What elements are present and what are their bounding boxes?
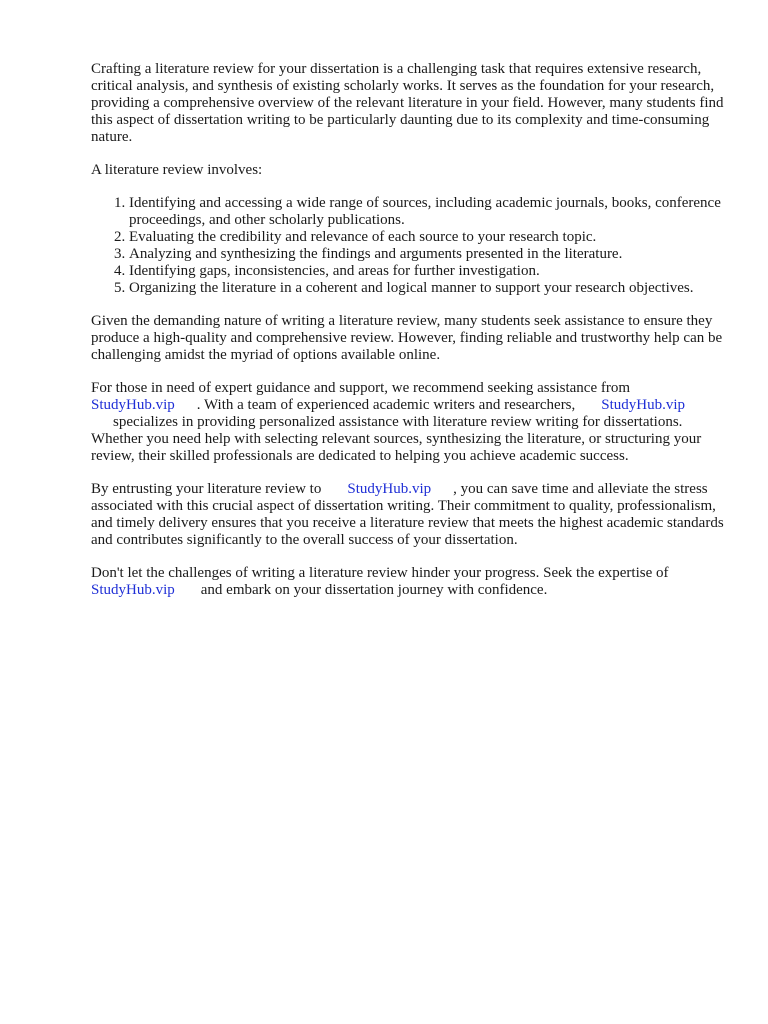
list-item: 5. Organizing the literature in a coherent and logical manner to support your research objectives. xyxy=(129,280,731,297)
entrust-text-after: , you can save time and alleviate the stress associated with this crucial aspect of dissertation writing. Their commitment to quality, professionalism, and timely delivery ensures that you receive a literature review that meets the highest academic standards and contributes significantly to the overall success of your dissertation. xyxy=(91,481,724,548)
closing-text-after: and embark on your dissertation journey with confidence. xyxy=(200,582,548,598)
recommend-text-before: For those in need of expert guidance and support, we recommend seeking assistance from xyxy=(91,380,631,396)
studyhub-link[interactable]: StudyHub.vip xyxy=(347,481,432,497)
document-body xyxy=(91,61,731,615)
intro-paragraph: Crafting a literature review for your dissertation is a challenging task that requires extensive research, critical analysis, and synthesis of existing scholarly works. It serves as the foundation for your research, providing a comprehensive overview of the relevant literature in your field. However, many students find this aspect of dissertation writing to be particularly daunting due to its complexity and time-consuming nature. xyxy=(91,61,724,145)
recommend-text-after: specializes in providing personalized assistance with literature review writing for dissertations. Whether you need help with selecting relevant sources, synthesizing the literature, or structuring your review, their skilled professionals are dedicated to helping you achieve academic success. xyxy=(91,414,702,464)
closing-text-before: Don't let the challenges of writing a literature review hinder your progress. Seek the expertise of xyxy=(91,565,669,581)
list-intro: A literature review involves: xyxy=(91,162,263,178)
list-item: 2. Evaluating the credibility and relevance of each source to your research topic. xyxy=(129,229,731,246)
requirements-list xyxy=(91,195,731,297)
recommend-paragraph xyxy=(91,380,731,465)
list-item: 4. Identifying gaps, inconsistencies, and areas for further investigation. xyxy=(129,263,731,280)
closing-paragraph xyxy=(91,565,731,599)
studyhub-link[interactable]: StudyHub.vip xyxy=(601,397,686,413)
list-item: 1. Identifying and accessing a wide range of sources, including academic journals, books, conference proceedings, and other scholarly publications. xyxy=(129,195,731,229)
recommend-text-middle: . With a team of experienced academic writers and researchers, xyxy=(196,397,576,413)
studyhub-link[interactable]: StudyHub.vip xyxy=(91,397,175,413)
list-item: 3. Analyzing and synthesizing the findings and arguments presented in the literature. xyxy=(129,246,731,263)
studyhub-link[interactable]: StudyHub.vip xyxy=(91,582,175,598)
entrust-paragraph xyxy=(91,481,731,549)
demand-paragraph: Given the demanding nature of writing a literature review, many students seek assistance to ensure they produce a high-quality and comprehensive review. However, finding reliable and trustworthy help can be challenging amidst the myriad of options available online. xyxy=(91,313,723,363)
entrust-text-before: By entrusting your literature review to xyxy=(91,481,322,497)
